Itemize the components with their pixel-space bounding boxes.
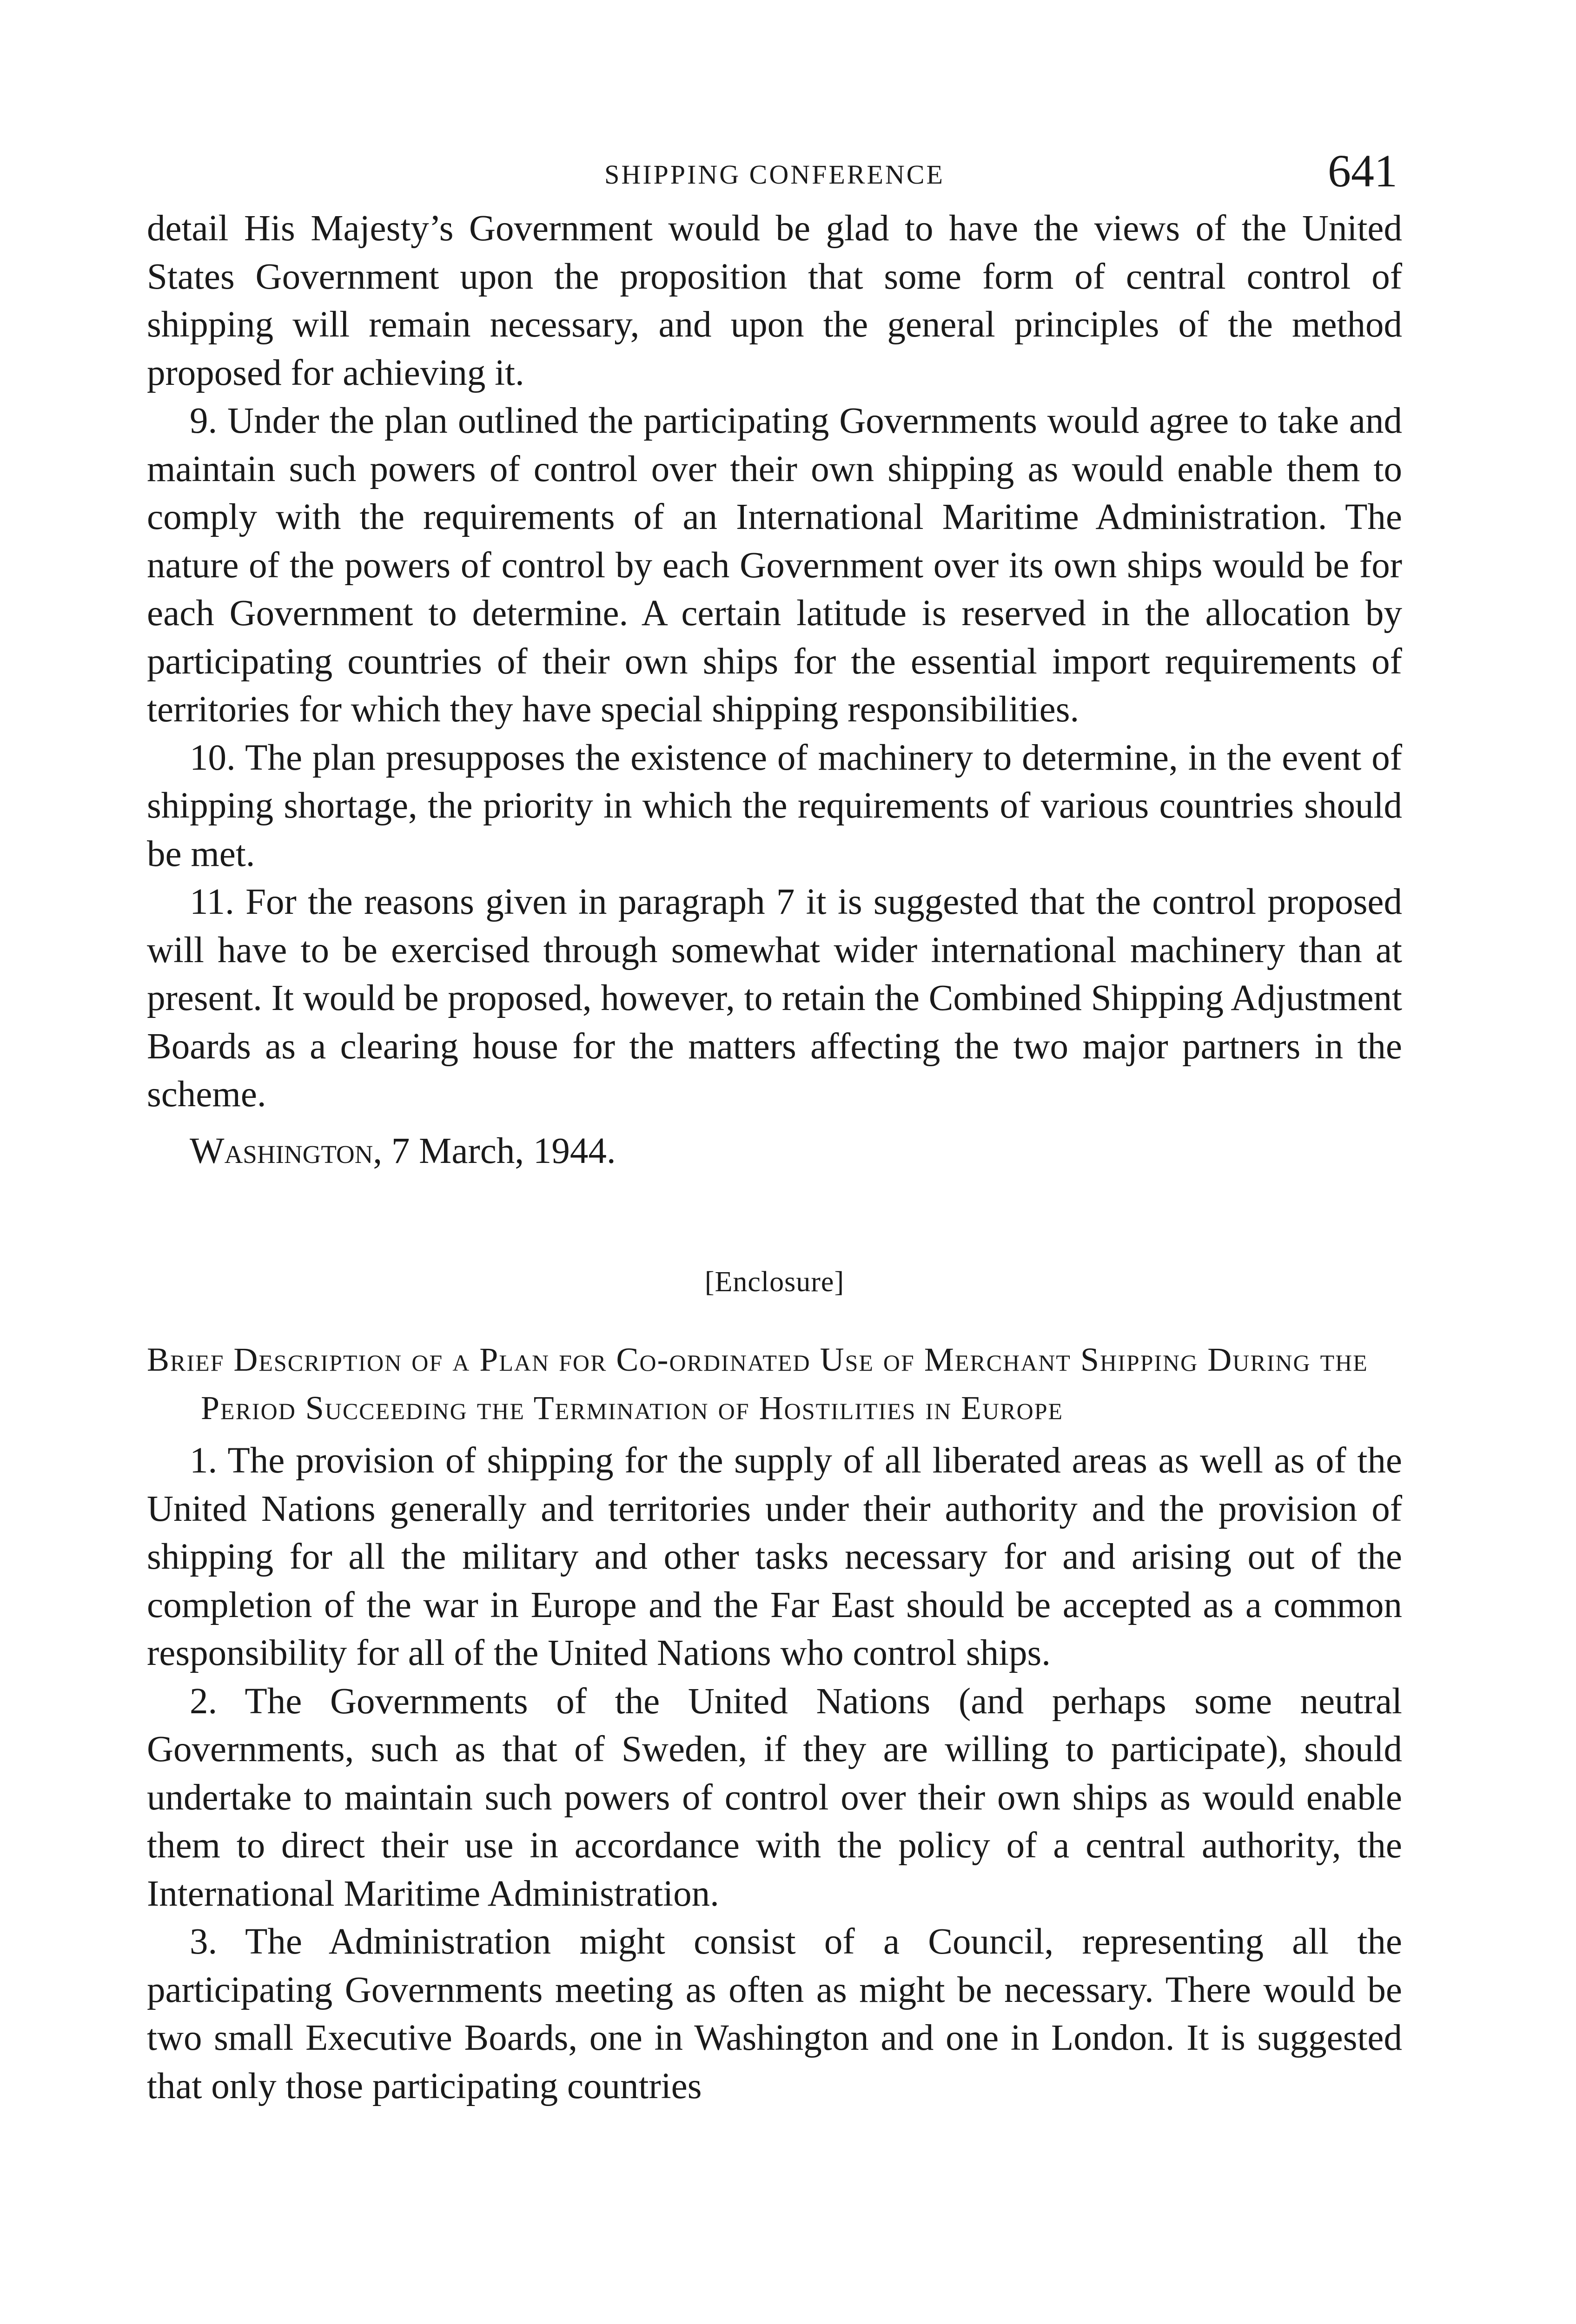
paragraph-continued: detail His Majesty’s Government would be glad to have the views of the United States Government upon the proposition that some form of central control of shipping will remain necessary, and upon the general principles of the method proposed for achieving it. — [147, 208, 1402, 393]
enclosure-paragraph-1: 1. The provision of shipping for the supply of all liberated areas as well as of the United Nations generally and territories under their authority and the provision of shipping for all the military and other tasks necessary for and arising out of the completion of the war in Europe and the Far East should be accepted as a common responsibility for all of the United Nations who control ships. — [147, 1440, 1402, 1673]
enclosure-paragraph-2: 2. The Governments of the United Nations (and perhaps some neutral Governments, such as that of Sweden, if they are willing to participate), should undertake to maintain such powers of control over their own ships as would enable them to direct their use in accordance with the policy of a central authority, the International Maritime Administration. — [147, 1681, 1402, 1914]
paragraph-10: 10. The plan presupposes the existence of machinery to determine, in the event of shipping shortage, the priority in which the requirements of various countries should be met. — [147, 737, 1402, 874]
letter-body — [147, 205, 1402, 1119]
place-name: Washington — [190, 1130, 373, 1171]
enclosure-label: [Enclosure] — [704, 1266, 845, 1298]
paragraph-9: 9. Under the plan outlined the participating Governments would agree to take and maintain such powers of control over their own shipping as would enable them to comply with the requirements of an International Maritime Administration. The nature of the powers of control by each Government over its own ships would be for each Government to determine. A certain latitude is reserved in the allocation by participating countries of their own ships for the essential import requirements of territories for which they have special shipping responsibilities. — [147, 401, 1402, 730]
enclosure-paragraph-3: 3. The Administration might consist of a Council, representing all the participating Governments meeting as often as might be necessary. There would be two small Executive Boards, one in Washington and one in London. It is suggested that only those participating countries — [147, 1921, 1402, 2106]
letter-date: , 7 March, 1944. — [373, 1130, 616, 1171]
place-and-date — [147, 1127, 1402, 1175]
enclosure-heading: Brief Description of a Plan for Co-ordinated Use of Merchant Shipping During the Period Succeeding the Termination of Hostilities in Europe — [147, 1341, 1368, 1426]
page-number: 641 — [1328, 145, 1397, 197]
running-title: SHIPPING CONFERENCE — [604, 159, 945, 190]
enclosure-body — [147, 1437, 1402, 2110]
paragraph-11: 11. For the reasons given in paragraph 7 it is suggested that the control proposed will have to be exercised through somewhat wider international machinery than at present. It would be proposed, however, to retain the Combined Shipping Adjustment Boards as a clearing house for the matters affecting the two major partners in the scheme. — [147, 882, 1402, 1115]
document-page — [147, 139, 1402, 2110]
running-head — [147, 139, 1402, 205]
